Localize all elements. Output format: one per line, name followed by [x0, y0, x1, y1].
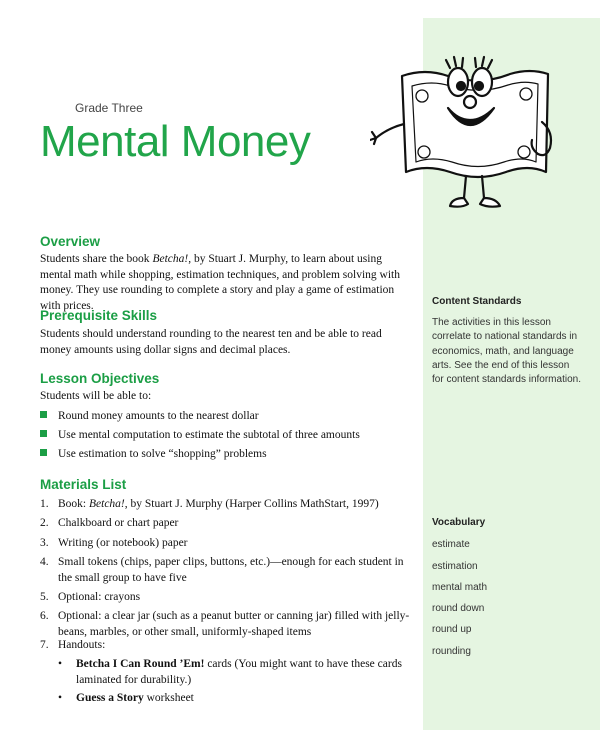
square-bullet-icon — [40, 411, 47, 418]
material-item: 2. Chalkboard or chart paper — [40, 517, 179, 529]
square-bullet-icon — [40, 449, 47, 456]
page-title: Mental Money — [40, 117, 311, 166]
material-item: 3. Writing (or notebook) paper — [40, 537, 188, 549]
material-item: 1. Book: Betcha!, by Stuart J. Murphy (Harper Collins MathStart, 1997) — [40, 498, 379, 510]
vocabulary-heading: Vocabulary — [432, 517, 486, 528]
prerequisite-heading: Prerequisite Skills — [40, 308, 158, 323]
objectives-intro: Students will be able to: — [40, 390, 152, 402]
vocab-item: round down — [432, 603, 485, 614]
materials-heading: Materials List — [40, 477, 127, 492]
overview-text: Students share the book Betcha!, by Stuart J. Murphy, to learn about using mental math while shopping, estimation techniques, and problem solving with money. They use rounding to complete a story and play a game of estimation with prices. — [40, 253, 400, 312]
vocab-item: rounding — [432, 646, 471, 657]
material-item: 4. Small tokens (chips, paper clips, buttons, etc.)—enough for each student in the small group to have five — [40, 556, 404, 584]
book-title: Betcha! — [152, 253, 189, 265]
square-bullet-icon — [40, 430, 47, 437]
objectives-heading: Lesson Objectives — [40, 371, 160, 386]
dollar-bill-cartoon-icon — [370, 40, 560, 220]
objective-item: Round money amounts to the nearest dollar — [40, 410, 259, 422]
material-item: 5. Optional: crayons — [40, 591, 141, 603]
vocab-item: estimation — [432, 561, 478, 572]
handout-item: • Betcha I Can Round ’Em! cards (You might want to have these cards laminated for durability.) — [58, 658, 402, 686]
material-item: 6. Optional: a clear jar (such as a peanut butter or canning jar) filled with jelly-beans, marbles, or other small, uniformly-shaped items — [40, 610, 410, 638]
handout-item: • Guess a Story worksheet — [58, 692, 194, 704]
objective-item: Use mental computation to estimate the subtotal of three amounts — [40, 429, 360, 441]
material-item: 7. Handouts: — [40, 639, 106, 651]
prerequisite-text: Students should understand rounding to the nearest ten and be able to read money amounts using dollar signs and decimal places. — [40, 328, 382, 356]
overview-heading: Overview — [40, 234, 101, 249]
content-standards-heading: Content Standards — [432, 296, 522, 307]
vocab-item: round up — [432, 624, 472, 635]
vocab-item: estimate — [432, 539, 470, 550]
objective-item: Use estimation to solve “shopping” problems — [40, 448, 267, 460]
vocab-item: mental math — [432, 582, 488, 593]
content-standards-text: The activities in this lesson correlate to national standards in economics, math, and language arts. See the end of this lesson for content standards information. — [432, 317, 581, 386]
grade-label: Grade Three — [75, 101, 143, 115]
